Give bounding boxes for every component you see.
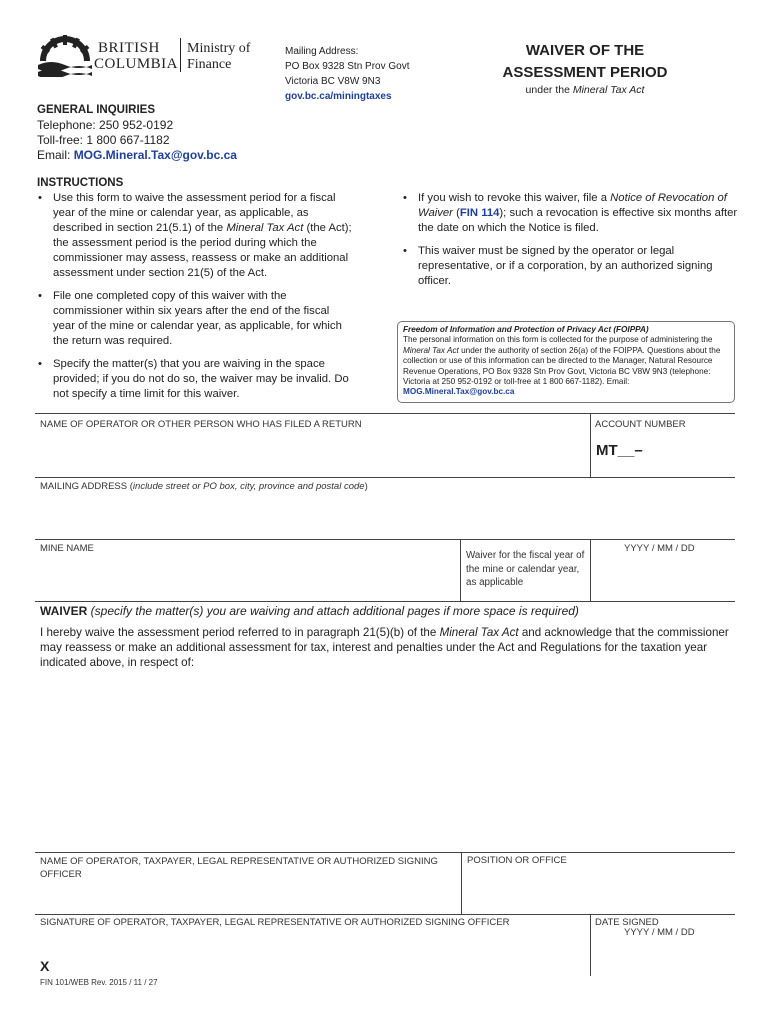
- date-signed-format: YYYY / MM / DD: [624, 927, 695, 938]
- account-number-value[interactable]: MT__–: [596, 442, 643, 459]
- mailing-address-field[interactable]: [36, 494, 734, 537]
- waiver-heading: WAIVER (specify the matter(s) you are waiving and attach additional pages if more space is required): [40, 604, 579, 618]
- mine-divider: [460, 539, 461, 601]
- mailing-line2: Victoria BC V8W 9N3: [285, 76, 381, 87]
- position-label: POSITION OR OFFICE: [467, 855, 567, 866]
- instructions-list-left: [36, 191, 354, 410]
- email-label: Email:: [37, 148, 74, 162]
- website-link[interactable]: gov.bc.ca/miningtaxes: [285, 91, 392, 102]
- mailing-line1: PO Box 9328 Stn Prov Govt: [285, 61, 410, 72]
- form-top-rule: [35, 413, 735, 414]
- fiscal-date-field[interactable]: [592, 556, 734, 599]
- signature-label: SIGNATURE OF OPERATOR, TAXPAYER, LEGAL REPRESENTATIVE OR AUTHORIZED SIGNING OFFICER: [40, 917, 510, 928]
- date-signed-field[interactable]: [592, 940, 734, 974]
- form-footer: FIN 101/WEB Rev. 2015 / 11 / 27: [40, 978, 158, 987]
- form-title: [470, 40, 700, 84]
- general-inquiries: [37, 103, 237, 163]
- mine-name-label: MINE NAME: [40, 543, 94, 554]
- tollfree: Toll-free: 1 800 667-1182: [37, 133, 170, 147]
- mailing-address-label: MAILING ADDRESS (include street or PO box, city, province and postal code): [40, 481, 368, 492]
- position-field[interactable]: [463, 870, 733, 912]
- fiscal-year-label: Waiver for the fiscal year of the mine or calendar year, as applicable: [466, 550, 585, 588]
- mine-name-field[interactable]: [36, 556, 458, 599]
- operator-name-label: NAME OF OPERATOR OR OTHER PERSON WHO HAS FILED A RETURN: [40, 419, 362, 430]
- signature-field[interactable]: [56, 940, 586, 974]
- instruction-item: • Specify the matter(s) that you are waiving in the space provided; if you do not do so, the waiver may be invalid. Do not specify a time limit for this waiver.: [36, 357, 354, 402]
- fiscal-date-format: YYYY / MM / DD: [624, 543, 695, 554]
- instructions-heading: INSTRUCTIONS: [37, 177, 124, 189]
- title-line2: ASSESSMENT PERIOD: [502, 64, 668, 81]
- telephone: Telephone: 250 952-0192: [37, 118, 174, 132]
- instructions-list-right: [401, 191, 739, 297]
- account-number-label: ACCOUNT NUMBER: [595, 419, 686, 430]
- bc-sun-icon: [36, 35, 94, 77]
- foippa-heading: Freedom of Information and Protection of Privacy Act (FOIPPA): [403, 325, 649, 334]
- account-divider: [590, 413, 591, 477]
- date-divider: [590, 914, 591, 976]
- signer-name-field[interactable]: [36, 882, 458, 912]
- email-link[interactable]: MOG.Mineral.Tax@gov.bc.ca: [73, 148, 237, 162]
- signature-x-mark: X: [40, 958, 50, 974]
- instruction-item: • If you wish to revoke this waiver, file a Notice of Revocation of Waiver (FIN 114); such a revocation is effective six months after the date on which the Notice is filed.: [401, 191, 739, 236]
- instruction-item: • This waiver must be signed by the operator or legal representative, or if a corporation, by an authorized signing officer.: [401, 244, 739, 289]
- subtitle-act: Mineral Tax Act: [572, 84, 645, 96]
- rule: [35, 914, 735, 915]
- instruction-item: • Use this form to waive the assessment period for a fiscal year of the mine or calendar year, as applicable, as described in section 21(5.1) of the Mineral Tax Act (the Act); the assessment period is the period during which the commissioner may assess, reassess or make an additional assessment under section 21(5) of the Act.: [36, 191, 354, 281]
- logo-divider: [180, 38, 181, 72]
- waiver-statement: I hereby waive the assessment period referred to in paragraph 21(5)(b) of the Mineral Tax Act and acknowledge that the commissioner may reassess or make an additional assessment for tax, interest and penalties under the Act and Regulations for the taxation year indicated above, in respect of:: [40, 626, 729, 669]
- subtitle-prefix: under the: [525, 84, 573, 96]
- operator-name-field[interactable]: [36, 432, 588, 475]
- date-signed-label: DATE SIGNED: [595, 917, 659, 928]
- mailing-address: [285, 44, 410, 104]
- logo-columbia: COLUMBIA: [94, 56, 179, 72]
- position-divider: [461, 852, 462, 914]
- signer-name-label: NAME OF OPERATOR, TAXPAYER, LEGAL REPRESENTATIVE OR AUTHORIZED SIGNING OFFICER: [40, 856, 438, 880]
- foippa-email-link[interactable]: MOG.Mineral.Tax@gov.bc.ca: [403, 387, 515, 397]
- instruction-item: • File one completed copy of this waiver with the commissioner within six years after the end of the fiscal year of the mine or calendar year, as applicable, for which the return was required.: [36, 289, 354, 349]
- mailing-label: Mailing Address:: [285, 46, 359, 57]
- rule: [35, 852, 735, 853]
- fin114-link[interactable]: FIN 114: [459, 207, 500, 219]
- title-line1: WAIVER OF THE: [525, 42, 645, 59]
- general-heading: GENERAL INQUIRIES: [37, 104, 155, 116]
- ministry-line2: Finance: [187, 57, 232, 72]
- rule: [35, 539, 735, 540]
- rule: [35, 477, 735, 478]
- logo-british: BRITISH: [98, 40, 160, 56]
- rule: [35, 601, 735, 602]
- fiscal-divider: [590, 539, 591, 601]
- foippa-notice: Freedom of Information and Protection of Privacy Act (FOIPPA) The personal information on this form is collected for the purpose of administering the Mineral Tax Act under the authority of section 26(a) of the FOIPPA. Questions about the collection or use of this information can be directed to the Manager, Natural Resource Revenue Operations, PO Box 9328 Stn Prov Govt, Victoria BC V8W 9N3 (telephone: Victoria at 250 952-0192 or toll-free at 1 800 667-1182). Email: MOG.Mineral.Tax@gov.bc.ca: [397, 321, 735, 403]
- form-subtitle: [470, 84, 700, 96]
- ministry-line1: Ministry of: [187, 41, 251, 56]
- waiver-matters-field[interactable]: [36, 680, 734, 848]
